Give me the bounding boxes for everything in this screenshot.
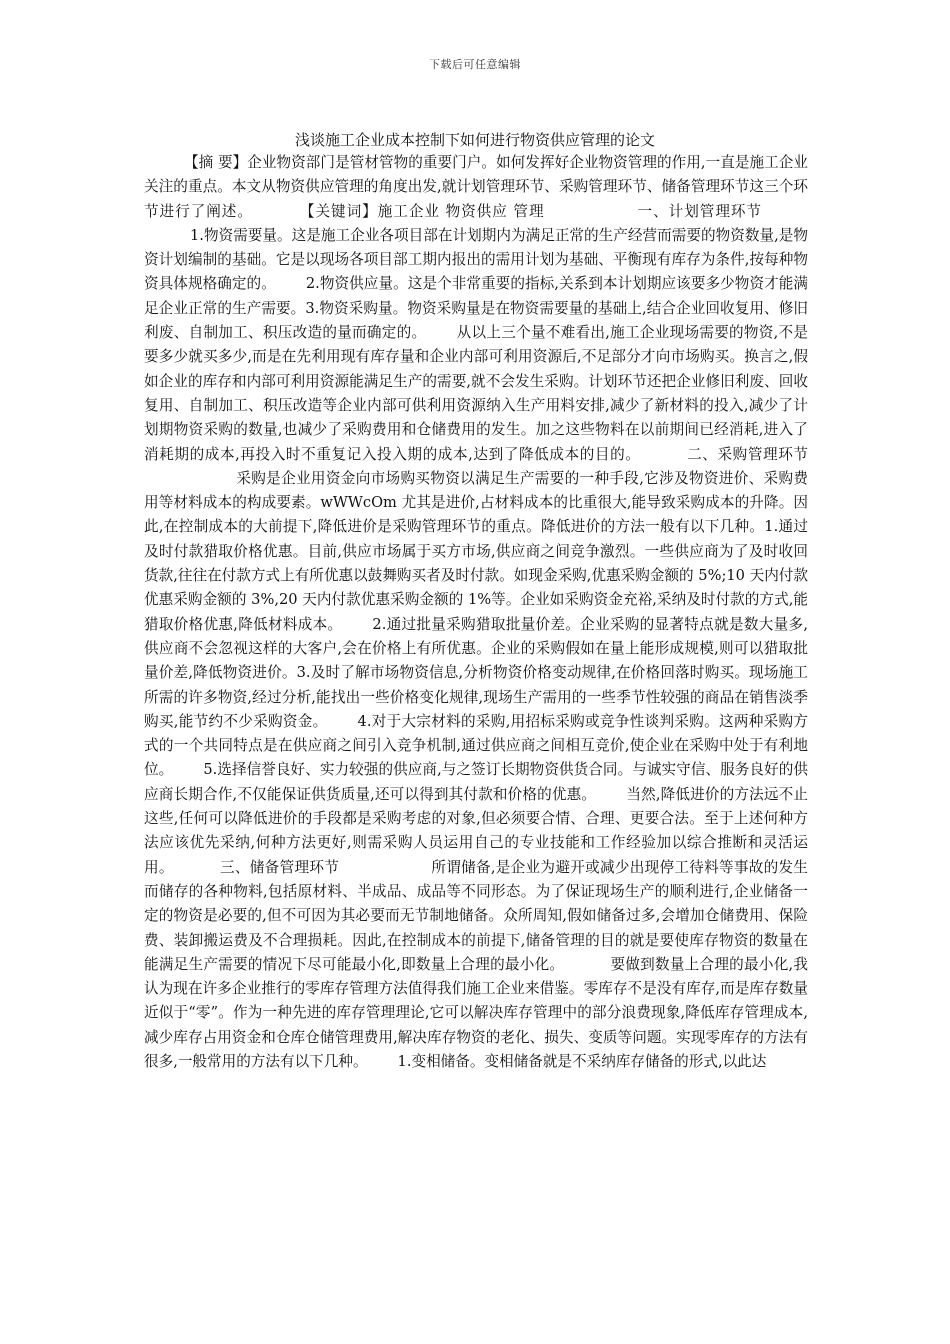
section-3-paragraph-3: 1.变相储备。变相储备就是不采纳库存储备的形式,以此达: [397, 1052, 767, 1070]
section-1-paragraph-1: 1.物资需要量。这是施工企业各项目部在计划期内为满足正常的生产经营而需要的物资数量,是物资计划编制的基础。它是以现场各项目部工期内报出的需用计划为基础、平衡现有库存为条件,按每种物资具体规格确定的。: [144, 226, 808, 293]
section-3-heading: 三、储备管理环节: [219, 858, 340, 876]
section-2-paragraph-3: 2.通过批量采购猎取批量价差。企业采购的显著特点就是数大量多,供应商不会忽视这样的大客户,会在价格上有所优惠。企业的采购假如在量上能形成规模,则可以猎取批量价差,降低物资进价。: [144, 615, 809, 682]
section-1-paragraph-3: 3.物资采购量。物资采购量是在物资需要量的基础上,结合企业回收复用、修旧利废、自制加工、积压改造的量而确定的。: [144, 299, 808, 342]
document-body: [144, 151, 808, 1074]
section-3-paragraph-1: 所谓储备,是企业为避开或减少出现停工待料等事故的发生而储存的各种物料,包括原材料、半成品、成品等不同形态。为了保证现场生产的顺利进行,企业储备一定的物资是必要的,但不可因为其必要而无节制地储备。众所周知,假如储备过多,会增加仓储费用、保险费、装卸搬运费及不合理损耗。因此,在控制成本的前提下,储备管理的目的就是要使库存物资的数量在能满足生产需要的情况下尽可能最小化,即数量上合理的最小化。: [144, 858, 808, 973]
section-2-paragraph-6: 5.选择信誉良好、实力较强的供应商,与之签订长期物资供货合同。与诚实守信、服务良好的供应商长期合作,不仅能保证供货质量,还可以得到其付款和价格的优惠。: [144, 761, 808, 803]
keywords-text: 施工企业 物资供应 管理: [377, 202, 545, 220]
abstract-label: 【摘 要】: [184, 154, 248, 171]
section-2-paragraph-4: 3.及时了解市场物资信息,分析物资价格变动规律,在价格回落时购买。现场施工所需的许多物资,经过分析,能找出一些价格变化规律,现场生产需用的一些季节性较强的商品在销售淡季购买,能节约不少采购资金。: [144, 664, 808, 730]
section-2-paragraph-1: 采购是企业用资金向市场购买物资以满足生产需要的一种手段,它涉及物资进价、采购费用等材料成本的构成要素。wWWcOm 尤其是进价,占材料成本的比重很大,能导致采购成本的升降。因此,在控制成本的大前提下,降低进价是采购管理环节的重点。降低进价的方法一般有以下几种。: [144, 469, 808, 536]
document-title: 浅谈施工企业成本控制下如何进行物资供应管理的论文: [294, 131, 655, 149]
section-1-heading: 一、计划管理环节: [636, 202, 762, 220]
section-3-paragraph-2: 要做到数量上合理的最小化,我认为现在许多企业推行的零库存管理方法值得我们施工企业来借鉴。零库存不是没有库存,而是库存数量近似于“零”。作为一种先进的库存管理理论,它可以解决库存管理中的部分浪费现象,降低库存管理成本,减少库存占用资金和仓库仓储管理费用,解决库存物资的老化、损失、变质等问题。实现零库存的方法有很多,一般常用的方法有以下几种。: [144, 955, 808, 1070]
abstract-text: 企业物资部门是管材管物的重要门户。如何发挥好企业物资管理的作用,一直是施工企业关注的重点。本文从物资供应管理的角度出发,就计划管理环节、采购管理环节、储备管理环节这三个环节进行了阐述。: [144, 154, 808, 220]
section-1-paragraph-4: 从以上三个量不难看出,施工企业现场需要的物资,不是要多少就买多少,而是在先利用现有库存量和企业内部可利用资源后,不足部分才向市场购买。换言之,假如企业的库存和内部可利用资源能满足生产的需要,就不会发生采购。计划环节还把企业修旧利废、回收复用、自制加工、积压改造等企业内部可供利用资源纳入生产用料安排,减少了新材料的投入,减少了计划期物资采购的数量,也减少了采购费用和仓储费用的发生。加之这些物料在以前期间已经消耗,进入了消耗期的成本,再投入时不重复记入投入期的成本,达到了降低成本的目的。: [144, 324, 808, 463]
section-2-paragraph-2: 1.通过及时付款猎取价格优惠。目前,供应市场属于买方市场,供应商之间竞争激烈。一些供应商为了及时收回货款,往往在付款方式上有所优惠以鼓舞购买者及时付款。如现金采购,优惠采购金额的 5%;10 天内付款优惠采购金额的 3%,20 天内付款优惠采购金额的 1%等。企业如采购资金充裕,采纳及时付款的方式,能猎取价格优惠,降低材料成本。: [144, 518, 808, 633]
section-1-paragraph-2: 2.物资供应量。这是个非常重要的指标,关系到本计划期应该要多少物资才能满足企业正常的生产需要。: [144, 275, 808, 317]
header-note: 下载后可任意编辑: [429, 58, 521, 71]
section-2-heading: 二、采购管理环节: [686, 445, 808, 463]
section-2-paragraph-7: 当然,降低进价的方法远不止这些,任何可以降低进价的手段都是采购考虑的对象,但必须要合情、合理、更要合法。至于上述何种方法应该优先采纳,何种方法更好,则需采购人员运用自己的专业技能和工作经验加以综合推断和灵活运用。: [144, 785, 808, 876]
section-2-paragraph-5: 4.对于大宗材料的采购,用招标采购或竞争性谈判采购。这两种采购方式的一个共同特点是在供应商之间引入竞争机制,通过供应商之间相互竞价,使企业在采购中处于有利地位。: [144, 712, 808, 779]
keywords-label: 【关键词】: [298, 202, 378, 220]
